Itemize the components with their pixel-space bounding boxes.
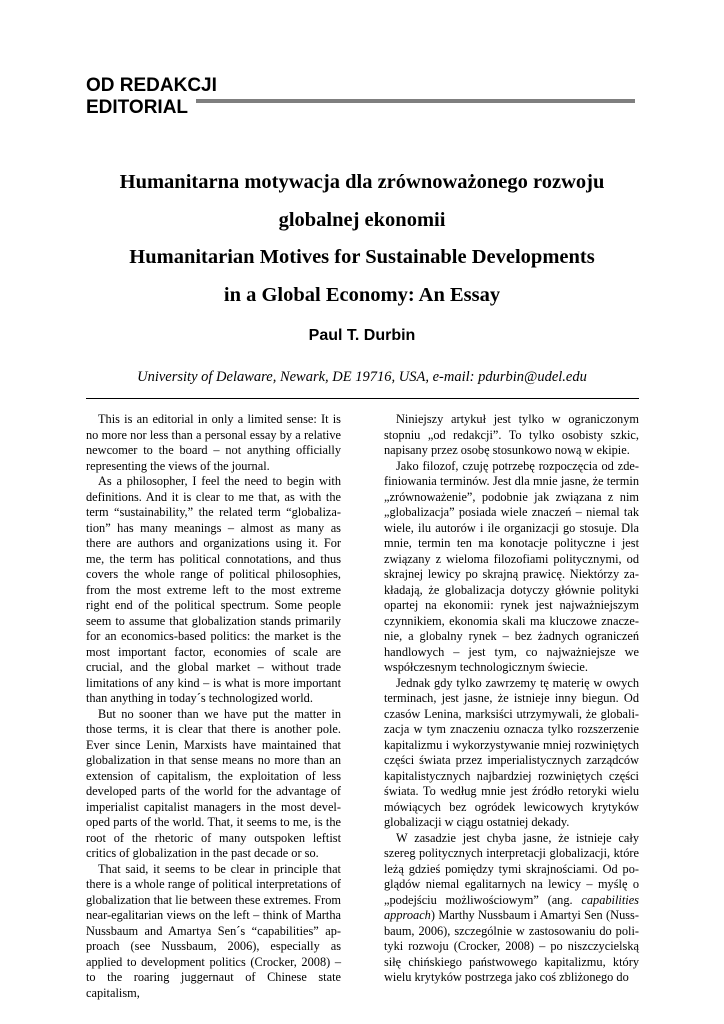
title-polish-line-2: globalnej ekonomii — [278, 208, 446, 231]
polish-column — [384, 412, 639, 986]
heading-rule — [196, 99, 635, 103]
section-heading — [86, 75, 217, 119]
article-title — [60, 164, 664, 314]
paragraph: Niniejszy artykuł jest tylko w ograniczonym stopniu „od redakcji”. To tylko osobisty szkic, napisany przez osobę stosunkowo nową w ekipie. — [384, 412, 639, 457]
section-label-polish: OD REDAKCJI — [86, 75, 217, 96]
title-english-line-2: in a Global Economy: An Essay — [223, 283, 501, 306]
paragraph — [384, 831, 639, 986]
paragraph: As a philosopher, I feel the need to begin with definitions. And it is clear to me that, as with the term “sustainability,” the related term “globalization” has many meanings – almost as many as there are authors and organizations using it. For me, the term has political connotations, and thus covers the whole range of political philosophies, from the most extreme left to the most extreme right end of the political spectrum. Some people seem to assume that globalization stands primarily for an economics-based politics: the market is the most important factor, economies of scale are crucial, and the global market – without trade limitations of any kind – is what is more important than anything in today´s technologized world. — [86, 474, 341, 705]
paragraph-text: ) Marthy Nussbaum i Amartyi Sen (Nussbaum, 2006), szczególnie w zastosowaniu do polityki rozwoju (Crocker, 2008) – po niszczycielską siłę chińskiego państwowego kapitalizmu, który wielu krytyków postrzega jako coś zbliżonego do — [384, 908, 639, 984]
paragraph: Jako filozof, czuję potrzebę rozpoczęcia od zdefiniowania terminów. Jest dla mnie jasne, że termin „zrównoważenie”, podobnie jak związana z nim „globalizacja” posiada wiele znaczeń – niemal tak wiele, ilu autorów i ile organizacji go stosuje. Dla mnie, termin ten ma konotacje polityczne i jest związany z wieloma filozofiami politycznymi, od skrajnej lewicy po skrajną prawicę. Niektórzy zakładają, że globalizacja dotyczy głównie polityki opartej na ekonomii: rynek jest najważniejszym czynnikiem, ekonomia skali ma kluczowe znaczenie, a globalny rynek – bez żadnych ograniczeń handlowych – jest tym, co najważniejsze we współczesnym technologicznym świecie. — [384, 458, 639, 674]
italic-term: capabilities approach — [384, 892, 639, 922]
paragraph: Jednak gdy tylko zawrzemy tę materię w owych terminach, jest jasne, że istnieje inny biegun. Od czasów Lenina, marksiści utrzymywali, że globalizacja w tym znaczeniu oznacza tylko rozszerzenie kapitalizmu i wykorzystywanie mniej rozwiniętych części świata przez imperialistycznych zarządców kapitalistycznych najbardziej rozwiniętych części świata. To według mnie jest źródło retoryki wielu mówiących bez ogródek lewicowych krytyków globalizacji w ciągu ostatniej dekady. — [384, 675, 639, 829]
author-affiliation: University of Delaware, Newark, DE 19716, USA, e-mail: pdurbin@udel.edu — [137, 369, 587, 385]
header-divider — [86, 398, 639, 399]
title-polish-line-1: Humanitarna motywacja dla zrównoważonego rozwoju — [119, 171, 605, 193]
title-english-line-1: Humanitarian Motives for Sustainable Developments — [129, 246, 595, 268]
paragraph: This is an editorial in only a limited sense: It is no more nor less than a personal essay by a relative newcomer to the board – not anything officially representing the views of the journal. — [86, 412, 341, 473]
paragraph-text: W zasadzie jest chyba jasne, że istnieje cały szereg politycznych interpretacji globalizacji, które leżą gdzieś pomiędzy tymi skrajnościami. Od poglądów niemal egalitarnych na lewicy – myślę o „podejściu możliwościowym” (ang. — [384, 830, 639, 907]
english-column — [86, 412, 341, 1001]
paragraph: That said, it seems to be clear in principle that there is a whole range of political interpretations of globalization that lie between these extremes. From near-egalitarian views on the left – think of Martha Nussbaum and Amartya Sen´s “capabilities” approach (see Nussbaum, 2006), especially as applied to development politics (Crocker, 2008) – to the roaring juggernaut of Chinese state capitalism, — [86, 861, 341, 1000]
section-label-english: EDITORIAL — [86, 97, 189, 118]
author-name: Paul T. Durbin — [308, 327, 416, 344]
paragraph: But no sooner than we have put the matter in those terms, it is clear that there is another pole. Ever since Lenin, Marxists have maintained that globalization in that sense means no more than an extension of capitalism, the exploitation of less developed parts of the world for the advantage of imperialist capitalist managers in the most developed parts of the world. That, it seems to me, is the root of the rhetoric of many outspoken leftist critics of globalization in the past decade or so. — [86, 706, 341, 860]
